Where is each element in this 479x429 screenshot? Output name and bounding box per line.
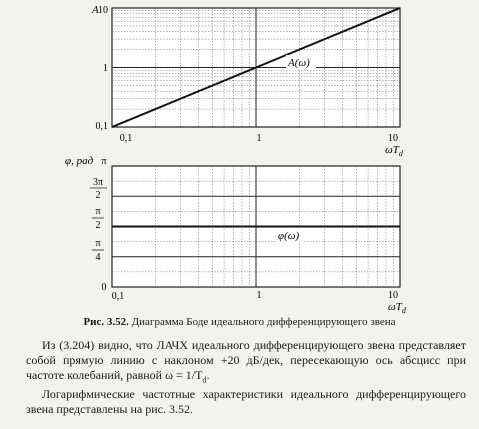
caption-text: Диаграмма Боде идеального дифференцирующего звена [131,316,396,328]
body-text [26,338,466,417]
phase-tick-pi4-num: π [95,238,101,249]
amplitude-grid [112,8,400,127]
caption-number: Рис. 3.52. [83,316,129,328]
amplitude-tick-10: 10 [98,5,108,16]
phase-tick-3pi2-den: 2 [95,190,101,201]
phase-curve-label: φ(ω) [278,230,300,242]
paragraph-2: Логарифмические частотные характеристики идеального дифференцирующего звена представлены на рис. 3.52. [26,387,466,417]
phase-tick-pi4-den: 4 [95,252,101,263]
phase-axis-label: φ, рад [65,155,94,167]
phase-tick-pi: π [101,156,107,167]
amplitude-curve-label: A(ω) [288,57,310,69]
amplitude-axis-label: A [92,4,99,16]
amplitude-x-tick-0-1: 0,1 [119,133,133,144]
phase-x-axis-label: $\omega T_d$ [388,301,406,314]
phase-tick-3pi2-num: 3π [92,177,104,188]
phase-x-tick-0-1: 0,1 [111,291,125,302]
phase-grid [112,166,400,287]
amplitude-tick-0-1: 0,1 [95,121,108,132]
amplitude-x-axis-label: $\omega T_d$ [385,144,403,158]
amplitude-x-tick-1: 1 [256,133,262,144]
phase-tick-zero: 0 [101,282,107,293]
phase-tick-pi2-num: π [95,206,101,217]
amplitude-tick-1: 1 [103,63,108,74]
phase-tick-pi2-den: 2 [95,220,101,231]
amplitude-x-tick-10: 10 [388,133,398,144]
phase-x-tick-10: 10 [388,290,398,301]
paragraph-1: Из (3.204) видно, что ЛАЧХ идеального дифференцирующего звена представляет собой прямую линию с наклоном +20 дБ/дек, пересекающую ось абсцисс при частоте колебаний, равной $\omega = 1/T_d$. [26,338,466,385]
figure-caption [0,316,479,328]
phase-x-tick-1: 1 [256,290,262,301]
